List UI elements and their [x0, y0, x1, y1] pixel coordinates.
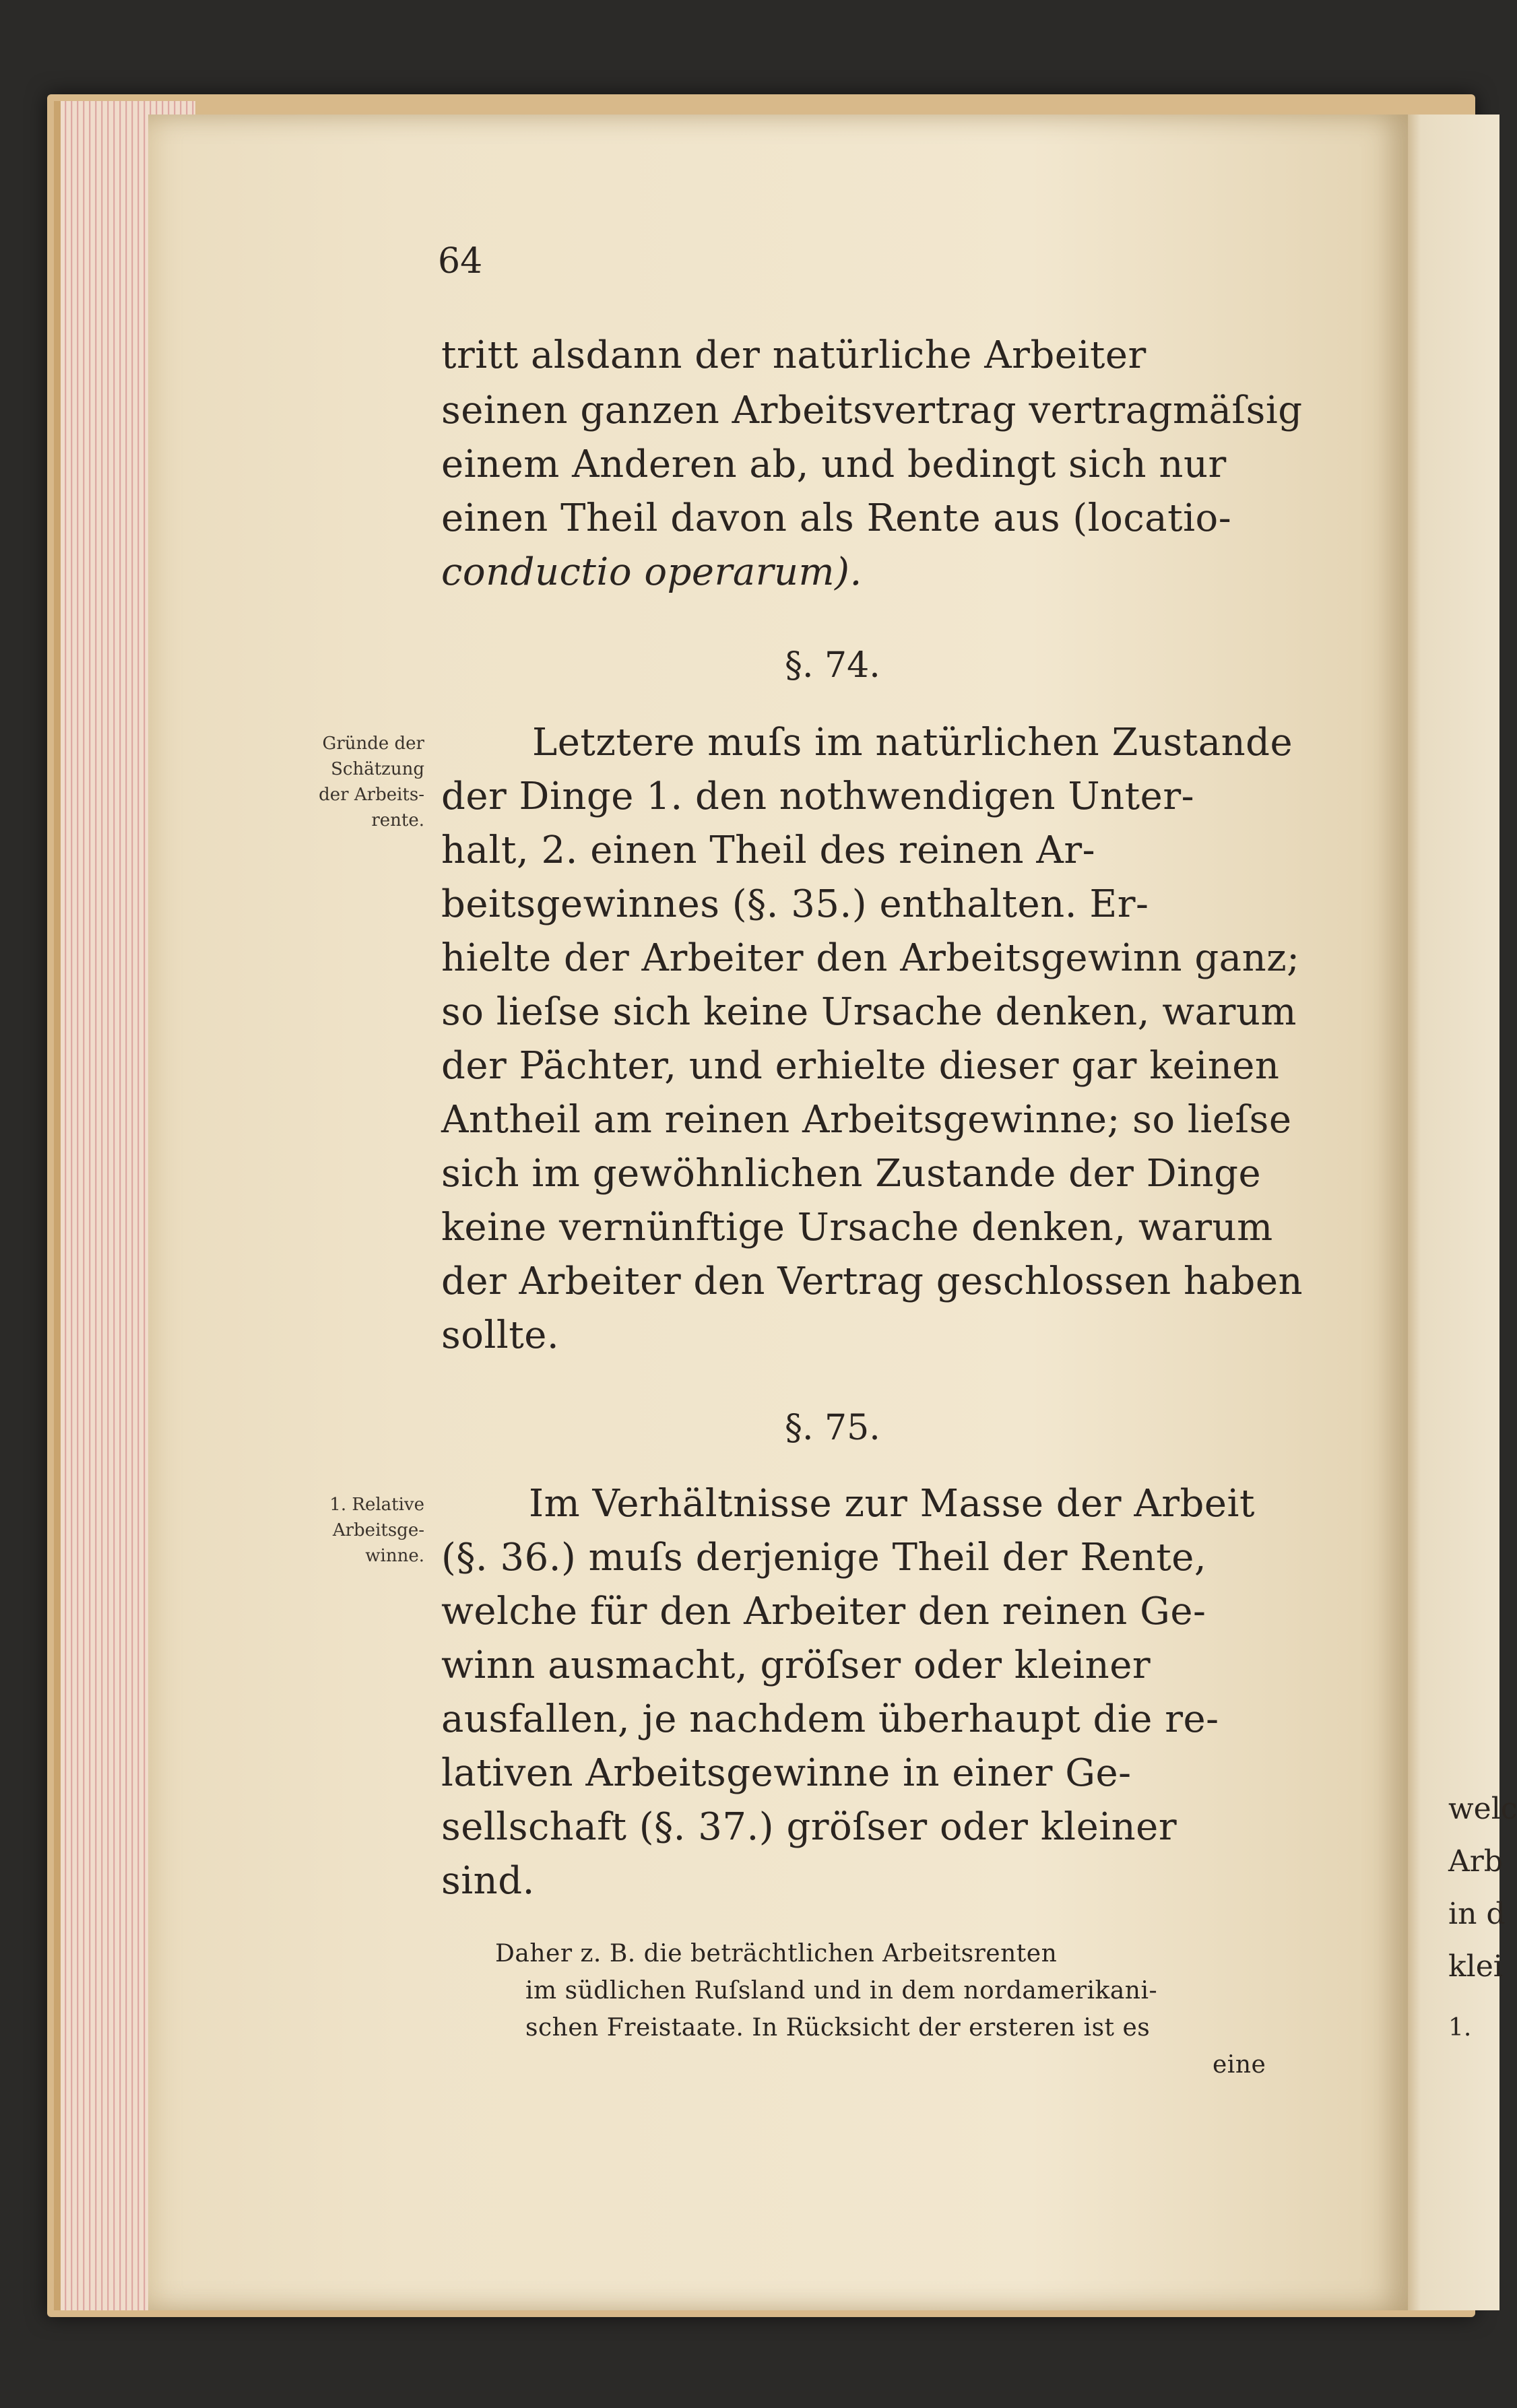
text-line: so lieſse sich keine Ursache denken, warum [441, 990, 1297, 1034]
facing-page-fragment: 1. [1448, 2014, 1472, 2042]
text-line: sellschaft (§. 37.) gröſser oder kleiner [441, 1805, 1177, 1849]
margin-note-line: Schätzung [331, 759, 424, 779]
text-line: Antheil am reinen Arbeitsgewinne; so lieſse [441, 1098, 1292, 1142]
text-line: sich im gewöhnlichen Zustande der Dinge [441, 1152, 1262, 1196]
facing-page-fragment: welc [1448, 1792, 1517, 1826]
text-line: beitsgewinnes (§. 35.) enthalten. Er- [441, 882, 1149, 926]
text-line: hielte der Arbeiter den Arbeitsgewinn ganz; [441, 936, 1300, 980]
text-line: einen Theil davon als Rente aus (locatio- [441, 496, 1232, 540]
text-line: ausfallen, je nachdem überhaupt die re- [441, 1697, 1219, 1741]
text-line: welche für den Arbeiter den reinen Ge- [441, 1590, 1206, 1633]
margin-note-75 [283, 1492, 424, 1569]
text-line: conductio operarum). [441, 550, 862, 594]
text-line: winn ausmacht, gröſser oder kleiner [441, 1644, 1151, 1687]
footnote-line: im südlichen Ruſsland und in dem nordamerikani- [525, 1977, 1158, 2005]
text-line: Im Verhältnisse zur Masse der Arbeit [529, 1482, 1255, 1526]
facing-page-fragment: Arb [1448, 1844, 1503, 1879]
text-line: der Arbeiter den Vertrag geschlossen haben [441, 1260, 1303, 1303]
text-line: halt, 2. einen Theil des reinen Ar- [441, 828, 1096, 872]
facing-page-fragment: in d [1448, 1897, 1506, 1931]
text-line: lativen Arbeitsgewinne in einer Ge- [441, 1751, 1132, 1795]
text-line: seinen ganzen Arbeitsvertrag vertragmäſsig [441, 389, 1303, 432]
margin-note-line: Arbeitsge- [332, 1520, 424, 1540]
margin-note-line: rente. [371, 810, 424, 831]
section-heading-75: §. 75. [785, 1408, 880, 1448]
margin-note-74 [290, 731, 424, 833]
footnote-line: eine [1213, 2051, 1266, 2079]
text-line: der Dinge 1. den nothwendigen Unter- [441, 775, 1195, 818]
footnote-line: Daher z. B. die beträchtlichen Arbeitsrenten [495, 1940, 1058, 1967]
margin-note-line: der Arbeits- [319, 785, 424, 805]
section-heading-74: §. 74. [785, 645, 880, 686]
page-number: 64 [438, 241, 483, 282]
text-line: sollte. [441, 1313, 560, 1357]
text-line: keine vernünftige Ursache denken, warum [441, 1206, 1273, 1249]
margin-note-line: Gründe der [322, 734, 424, 754]
text-line: (§. 36.) muſs derjenige Theil der Rente, [441, 1536, 1207, 1580]
footnote-line: schen Freistaate. In Rücksicht der ersteren ist es [525, 2014, 1151, 2042]
margin-note-line: 1. Relative [329, 1495, 424, 1515]
text-line: der Pächter, und erhielte dieser gar keinen [441, 1044, 1280, 1088]
facing-page [1394, 115, 1517, 2310]
text-line: sind. [441, 1859, 535, 1903]
text-line: Letztere muſs im natürlichen Zustande [532, 721, 1293, 764]
text-line: tritt alsdann der natürliche Arbeiter [441, 333, 1147, 377]
margin-note-line: winne. [365, 1546, 424, 1566]
text-line: einem Anderen ab, und bedingt sich nur [441, 443, 1227, 486]
facing-page-fragment: klei [1448, 1949, 1503, 1984]
